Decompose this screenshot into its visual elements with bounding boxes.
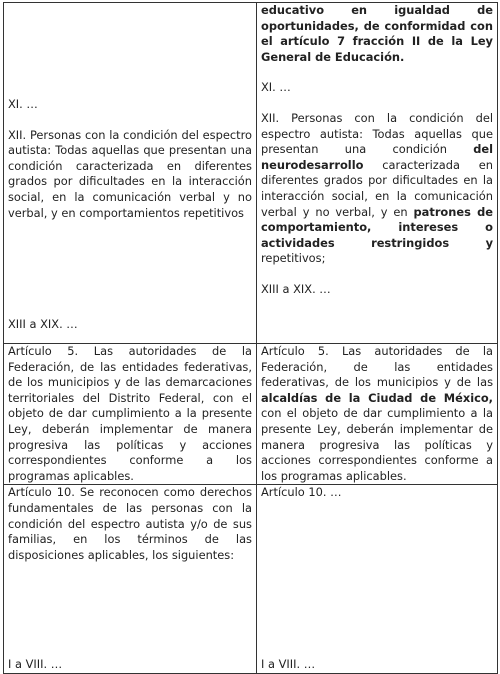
article-5: Artículo 5. Las autoridades de la Federación, de las entidades federativas, de los municipios y de las demarcaciones territoriales del Distrito Federal, con el objeto de dar cumplimiento a la presente Ley, deberán implementar de manera progresiva las políticas y acciones correspondientes conforme a los programas aplicables. — [8, 344, 252, 483]
current-text-cell — [4, 344, 257, 485]
proposed-text-cell — [257, 3, 498, 344]
article-10: Artículo 10. … — [261, 485, 342, 500]
fraction-xi: XI. … — [8, 97, 38, 111]
proposed-text-cell — [257, 344, 498, 485]
continued-paragraph: educativo en igualdad de oportunidades, de conformidad con el artículo 7 fracción II de la Ley General de Educación. — [261, 3, 493, 64]
table-row — [4, 344, 498, 485]
fraction-i-viii: I a VIII. … — [8, 656, 63, 671]
fraction-xiii-xix: XIII a XIX. … — [8, 317, 78, 332]
fraction-xii: XII. Personas con la condición del espectro autista: Todas aquellas que presentan una condición caracterizada en diferentes grados por dificultades en la interacción social, en la comunicación verbal y no verbal, y en comportamientos repetitivos — [8, 127, 252, 220]
current-text-cell — [4, 3, 257, 344]
article-5: Artículo 5. Las autoridades de la Federación, de las entidades federativas, de los municipios y de las alcaldías de la Ciudad de México, con el objeto de dar cumplimiento a la presente Ley, deberán implementar de manera progresiva las políticas y acciones correspondientes conforme a los programas aplicables. — [261, 344, 493, 483]
fraction-xii: XII. Personas con la condición del espectro autista: Todas aquellas que presentan una condición del neurodesarrollo caracterizada en diferentes grados por dificultades en la interacción social, en la comunicación verbal y no verbal, y en patrones de comportamiento, intereses o actividades restringidos y repetitivos; — [261, 110, 493, 266]
fraction-xi: XI. … — [261, 80, 291, 95]
table-row — [4, 3, 498, 344]
proposed-text-cell — [257, 485, 498, 674]
fraction-i-viii: I a VIII. … — [261, 656, 316, 671]
article-10: Artículo 10. Se reconocen como derechos fundamentales de las personas con la condición del espectro autista y/o de sus familias, en los términos de las disposiciones aplicables, los siguientes: — [8, 485, 252, 562]
fraction-xiii-xix: XIII a XIX. … — [261, 281, 331, 296]
current-text-cell — [4, 485, 257, 674]
table-row — [4, 485, 498, 674]
comparison-table — [3, 2, 498, 674]
